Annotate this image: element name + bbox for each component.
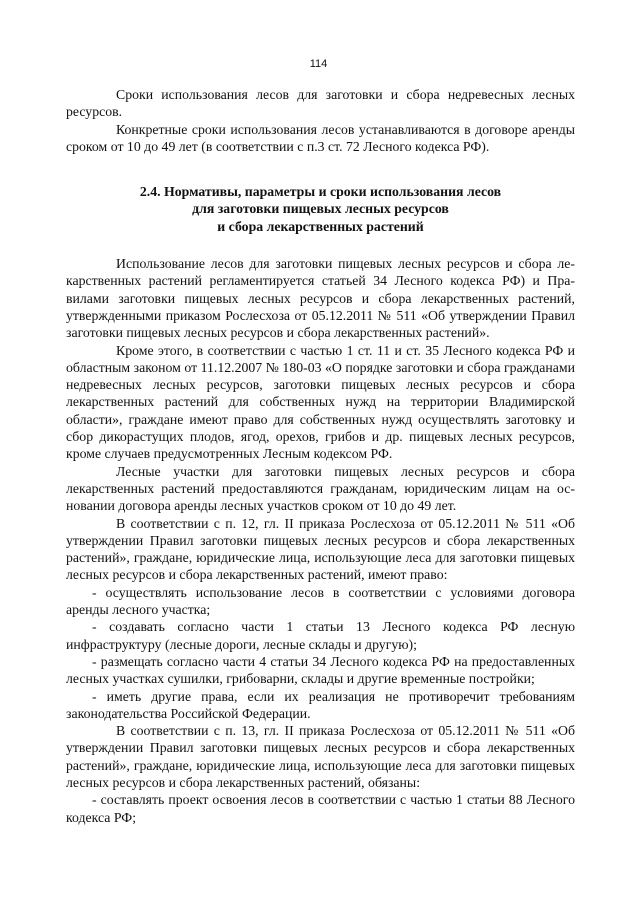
document-body <box>66 86 575 826</box>
section-heading-line-1: 2.4. Нормативы, параметры и сроки использования лесов <box>139 184 502 200</box>
intro-paragraph-1: Сроки использования лесов для заготовки и сбора недревесных лесных ресурсов. <box>66 87 575 120</box>
paragraph-obligations-intro: В соответствии с п. 13, гл. II приказа Рослесхоза от 05.12.2011 № 511 «Об утверждении Правил заготовки пищевых лесных ресурсов и сбора лекарственных растений», граждане, юридические лица, использующие леса для заготовки пищевых лесных ресурсов и сбора лекарственных растений, обязаны: <box>66 723 575 790</box>
intro-paragraph-2: Конкретные сроки использования лесов устанавливаются в договоре аренды сроком от 10 до 49 лет (в соответствии с п.3 ст. 72 Лесного кодекса РФ). <box>66 121 575 154</box>
rights-list-item: - размещать согласно части 4 статьи 34 Лесного кодекса РФ на предоставленных лесных участках сушилки, грибоварни, склады и другие временные постройки; <box>66 653 575 687</box>
rights-list-item: - иметь другие права, если их реализация не противоречит требованиям законодательства Российской Федерации. <box>66 688 575 721</box>
section-heading-line-3: и сбора лекарственных растений <box>217 218 424 234</box>
obligations-list-item: - составлять проект освоения лесов в соответствии с частью 1 статьи 88 Лесного кодекса РФ; <box>66 792 575 825</box>
section-heading <box>66 183 575 235</box>
section-heading-line-2: для заготовки пищевых лесных ресурсов <box>192 201 449 217</box>
rights-list-item: - осуществлять использование лесов в соответствии с условиями договора аренды лесного участка; <box>66 584 575 618</box>
paragraph-land-plots: Лесные участки для заготовки пищевых лесных ресурсов и сбора лекарственных растений предоставляются гражданам, юридическим лицам на основании договора аренды лесных участков сроком от 10 до 49 лет. <box>66 463 575 514</box>
paragraph-regulation: Использование лесов для заготовки пищевых лесных ресурсов и сбора лекарственных растений регламентируется статьей 34 Лесного кодекса РФ) и Правилами заготовки пищевых лесных ресурсов и сбора лекарственных растений, утвержденными приказом Рослесхоза от 05.12.2011 № 511 «Об утверждении Правил заготовки пищевых лесных ресурсов и сбора лекарственных растений». <box>66 256 575 341</box>
paragraph-regional-law: Кроме этого, в соответствии с частью 1 ст. 11 и ст. 35 Лесного кодекса РФ и областным законом от 11.12.2007 № 180-03 «О порядке заготовки и сбора гражданами недревесных лесных ресурсов, заготовки пищевых лесных ресурсов и сбора лекарственных растений для собственных нужд на территории Владимирской области», граждане имеют право для собственных нужд осуществлять заготовку и сбор дикорастущих плодов, ягод, орехов, грибов и др. пищевых лесных ресурсов, кроме случаев предусмотренных Лесным кодексом РФ. <box>66 342 575 462</box>
paragraph-rights-intro: В соответствии с п. 12, гл. II приказа Рослесхоза от 05.12.2011 № 511 «Об утверждении Правил заготовки пищевых лесных ресурсов и сбора лекарственных растений», граждане, юридические лица, использующие леса для заготовки пищевых лесных ресурсов и сбора лекарственных растений, имеют право: <box>66 515 575 583</box>
page-number: 114 <box>309 58 328 70</box>
rights-list-item: - создавать согласно части 1 статьи 13 Лесного кодекса РФ лесную инфраструктуру (лесные дороги, лесные склады и другую); <box>66 619 575 652</box>
